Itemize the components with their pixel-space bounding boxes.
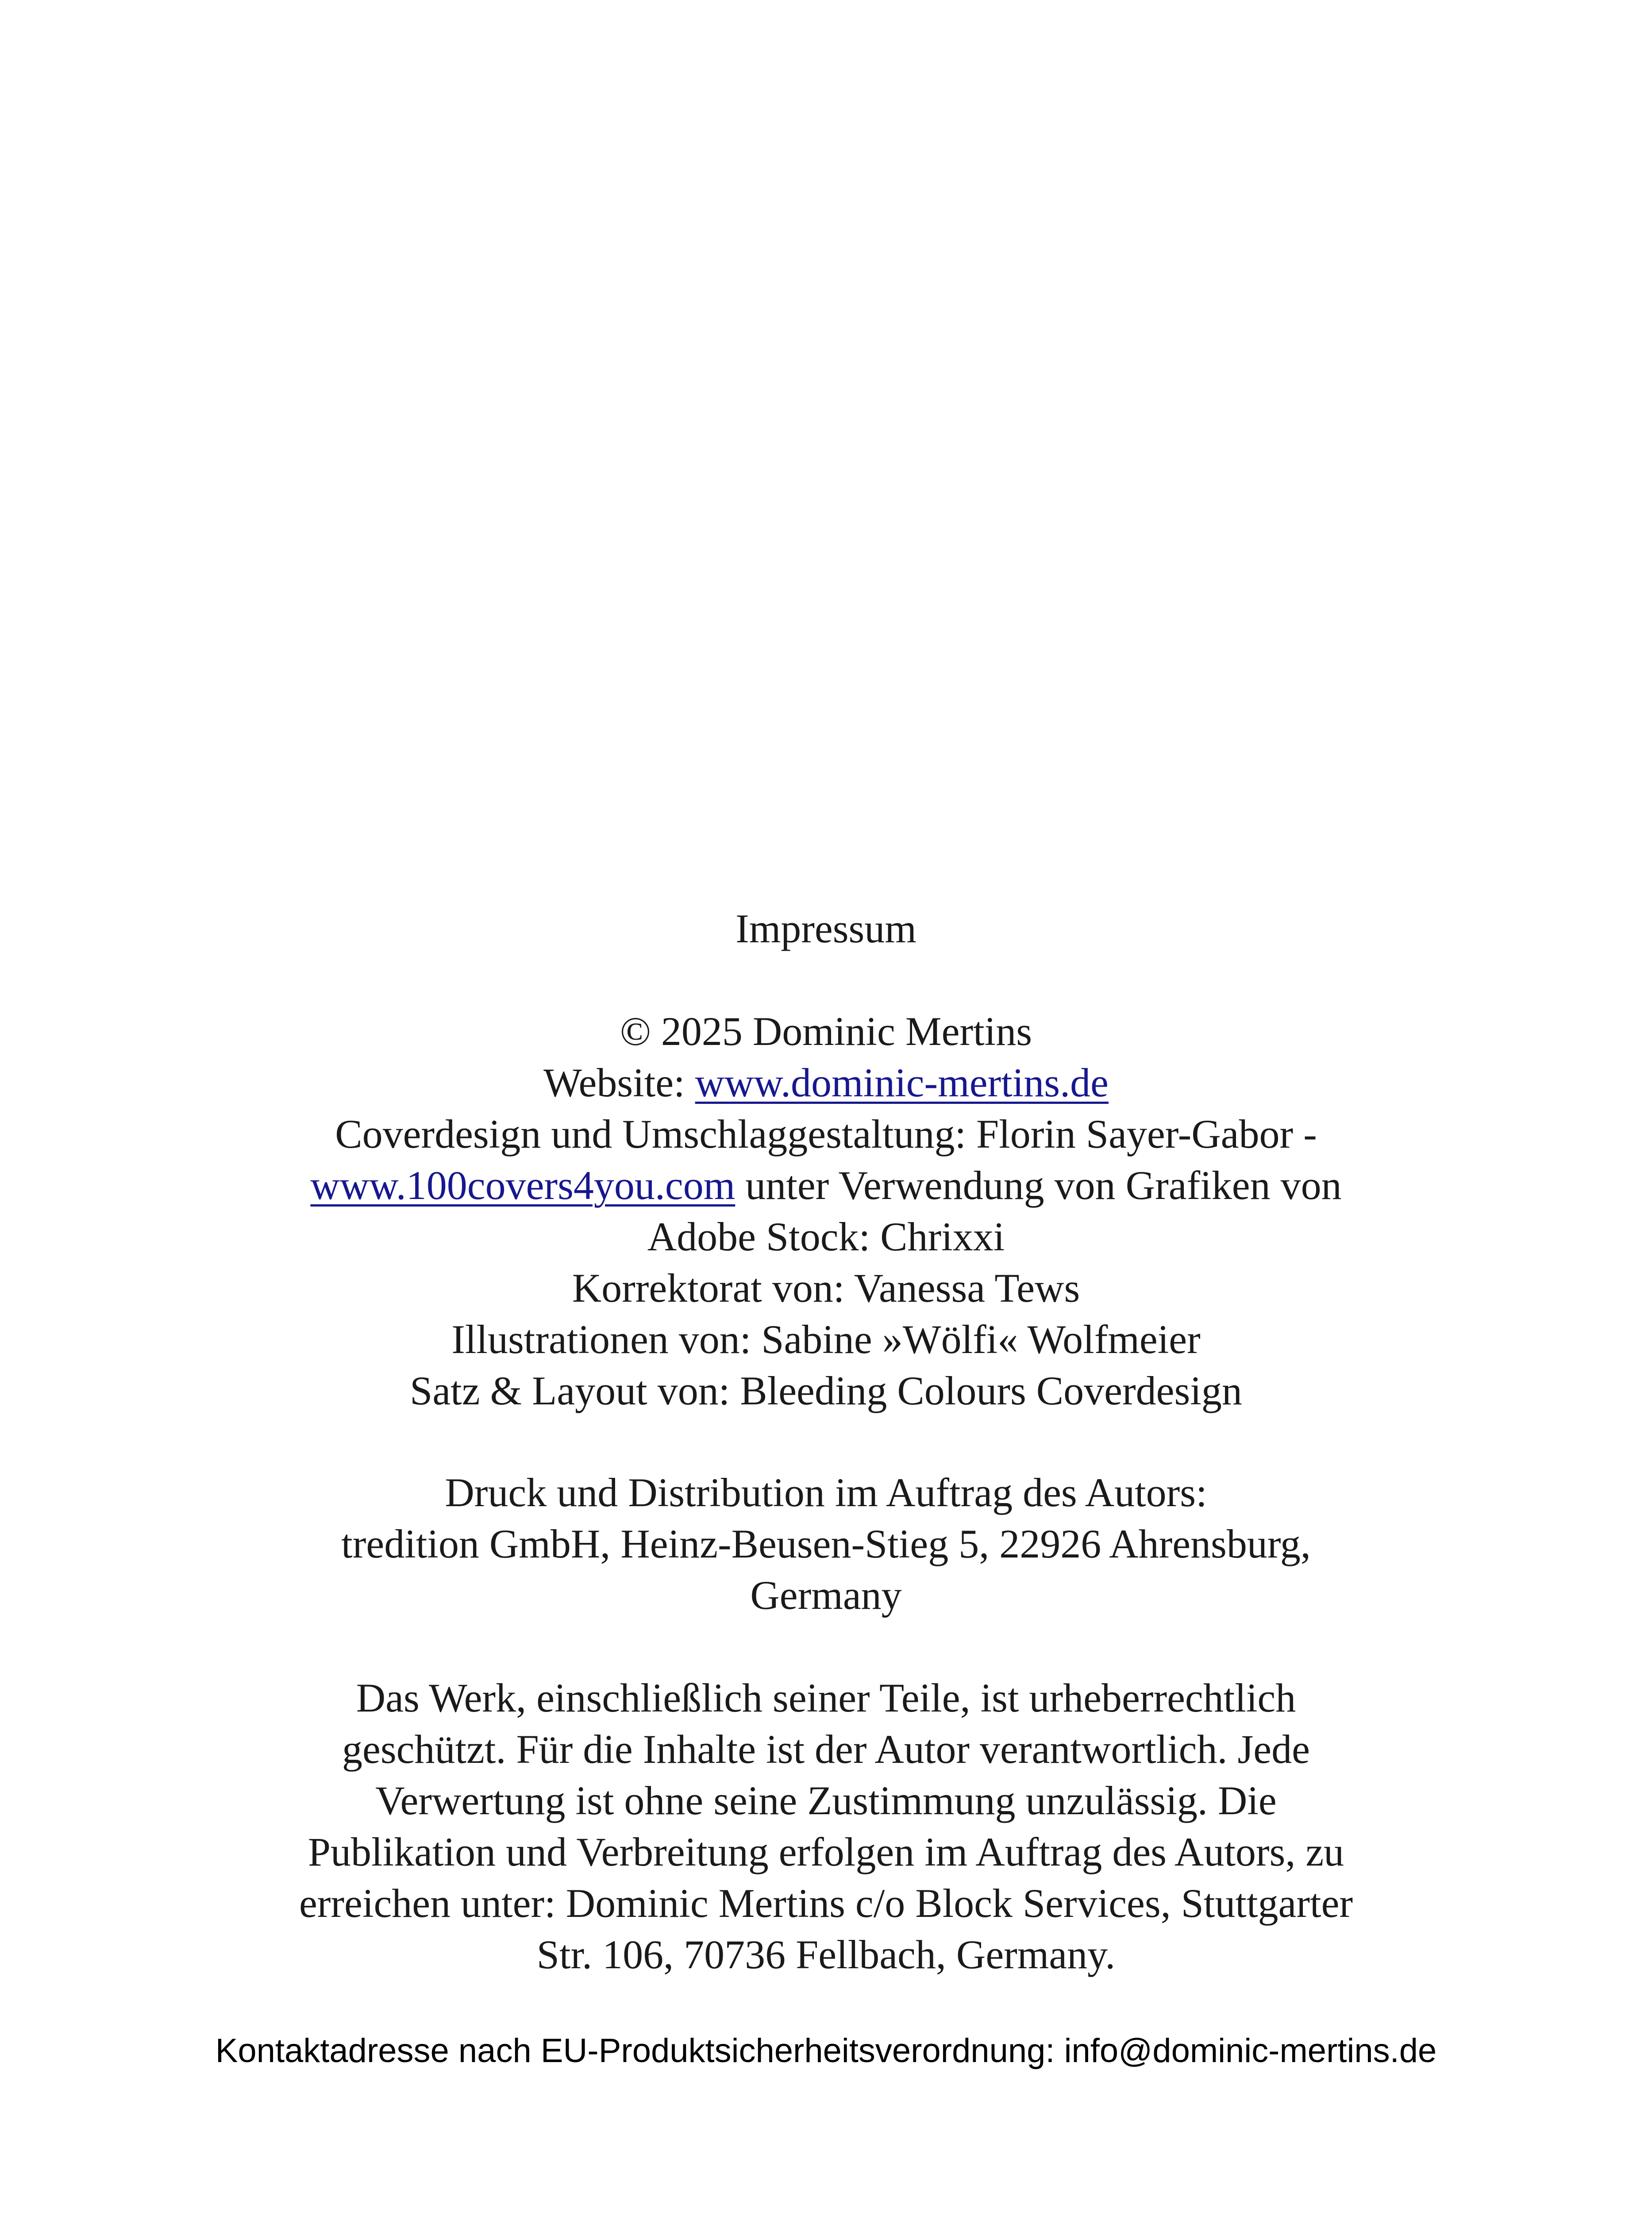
proofreading-line: Korrektorat von: Vanessa Tews <box>572 1265 1080 1311</box>
website-link[interactable]: www.dominic-mertins.de <box>695 1060 1109 1105</box>
credits-block <box>0 1006 1652 1416</box>
cover-design-line-rest: unter Verwendung von Grafiken von <box>735 1163 1342 1208</box>
typesetting-line: Satz & Layout von: Bleeding Colours Coverdesign <box>410 1368 1242 1413</box>
print-distribution-block <box>0 1467 1652 1621</box>
legal-notice-text: Das Werk, einschließlich seiner Teile, ist urheberrechtlich geschützt. Für die Inhalte ist der Autor verantwortlich. Jede Verwertung ist ohne seine Zustimmung unzulässig. Die Publikation und Verbreitung erfolgen im Auftrag des Autors, zu erreichen unter: Dominic Mertins c/o Block Services, Stuttgarter Str. 106, 70736 Fellbach, Germany. <box>299 1675 1353 1977</box>
website-label: Website: <box>543 1060 695 1105</box>
illustrations-line: Illustrationen von: Sabine »Wölfi« Wolfmeier <box>451 1317 1201 1362</box>
print-line-1: Druck und Distribution im Auftrag des Autors: <box>445 1470 1207 1515</box>
imprint-section-heading <box>0 903 1652 954</box>
page-title: Impressum <box>736 906 916 951</box>
website-line <box>0 1057 1652 1108</box>
print-line-2: tredition GmbH, Heinz-Beusen-Stieg 5, 22926 Ahrensburg, <box>341 1521 1311 1566</box>
cover-designer-link[interactable]: www.100covers4you.com <box>310 1163 736 1208</box>
print-line-3: Germany <box>750 1573 902 1618</box>
cover-design-line: Coverdesign und Umschlaggestaltung: Florin Sayer-Gabor - <box>335 1111 1317 1157</box>
copyright-line: © 2025 Dominic Mertins <box>620 1009 1032 1054</box>
eu-contact-line: Kontaktadresse nach EU-Produktsicherheitsverordnung: info@dominic-mertins.de <box>215 2032 1437 2070</box>
cover-design-line-2 <box>0 1160 1652 1211</box>
legal-notice-block <box>0 1672 1652 1980</box>
stock-credit-line: Adobe Stock: Chrixxi <box>647 1214 1005 1259</box>
